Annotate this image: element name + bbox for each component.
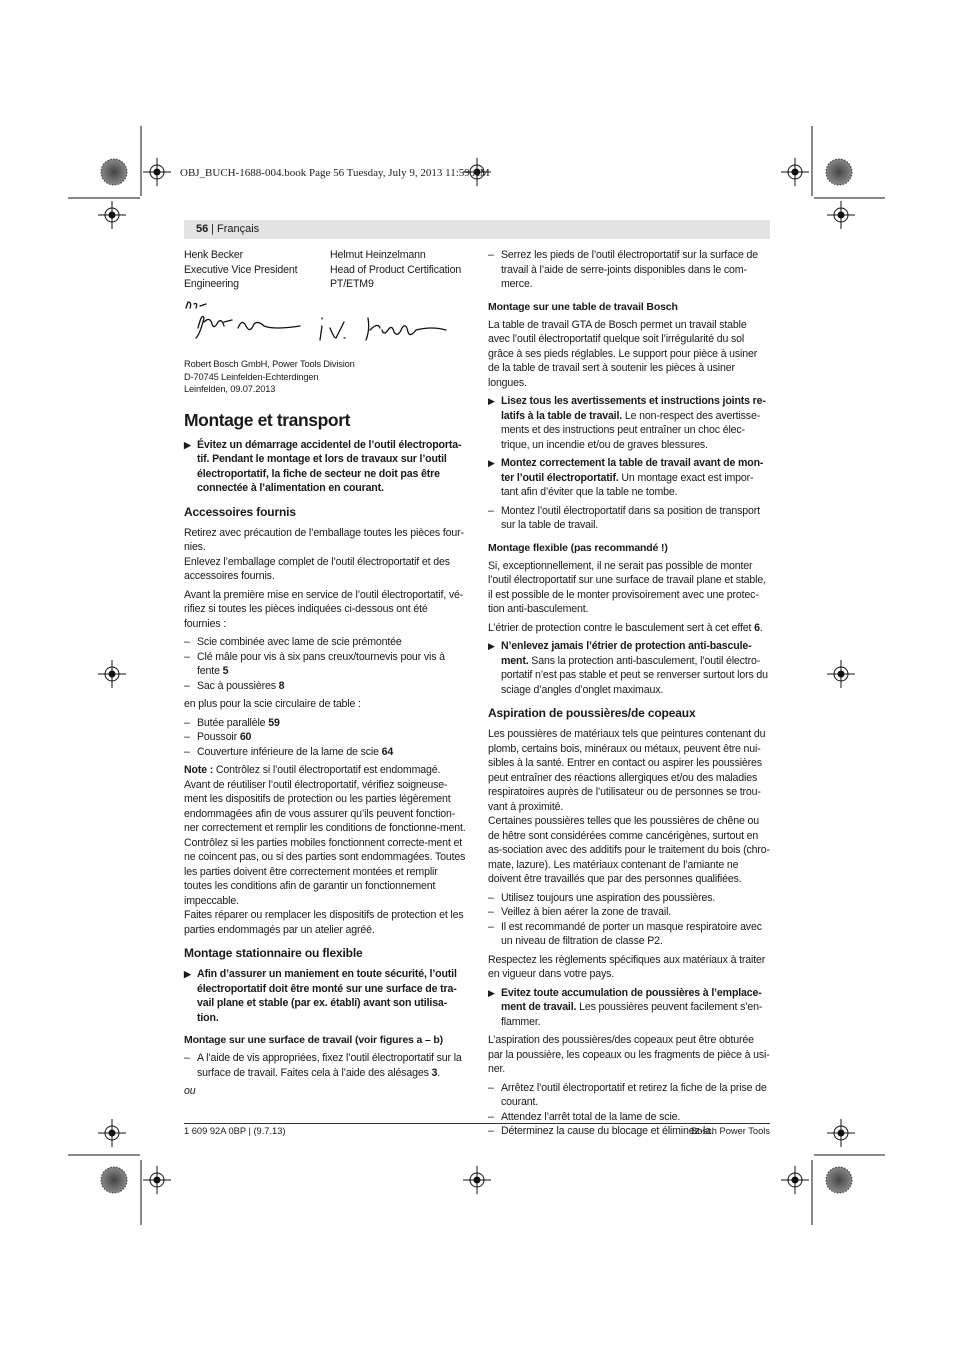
list-item: – Attendez l’arrêt total de la lame de scie. [488, 1110, 681, 1123]
footer-doc-number: 1 609 92A 0BP | (9.7.13) [184, 1126, 286, 1136]
header-separator: | [211, 223, 214, 235]
page-header [184, 220, 770, 239]
print-slug: OBJ_BUCH-1688-004.book Page 56 Tuesday, July 9, 2013 11:59 AM [180, 167, 490, 179]
signatory-left: Henk Becker Executive Vice President Engineering [184, 249, 298, 290]
handwritten-signatures [184, 300, 466, 350]
paragraph: Certaines poussières telles que les poussières de chêne ou de hêtre sont considérées comme cancérigènes, surtout en as-sociation avec des additifs pour le traitement du bois (chro-mate, lazure). Les matériaux contenant de l’amiante ne doivent être travaillés que par des personnes qualifiées. [488, 815, 770, 885]
list-item: – Veillez à bien aérer la zone de travail. [488, 906, 672, 918]
warning-arrow-icon: ▶ [488, 641, 495, 651]
list-item: – A l’aide de vis appropriées, fixez l’outil électroportatif sur la surface de travail. Faites cela à l’aide des alésages 3. [184, 1052, 462, 1079]
warning-arrow-icon: ▶ [488, 396, 495, 406]
paragraph: Faites réparer ou remplacer les dispositifs de protection et les parties endommagés par un atelier agréé. [184, 909, 464, 936]
paragraph: L’aspiration des poussières/des copeaux peut être obturée par la poussière, les copeaux ou les fragments de pièce à usi-ner. [488, 1034, 770, 1075]
page-number: 56 [196, 223, 209, 235]
language-label: Français [217, 223, 260, 235]
list-item: – Montez l’outil électroportatif dans sa position de transport sur la table de travail. [488, 504, 760, 531]
heading-flexible: Montage flexible (pas recommandé !) [488, 541, 668, 554]
heading-stationnaire: Montage stationnaire ou flexible [184, 946, 363, 960]
list-item: – Poussoir 60 [184, 731, 252, 743]
list-item: – Il est recommandé de porter un masque respiratoire avec un niveau de filtration de classe P2. [488, 920, 762, 947]
paragraph: La table de travail GTA de Bosch permet un travail stable avec l’outil électroportatif quelque soit l’irrégularité du sol grâce à ses pieds réglables. Le support pour pièce à usiner de la table de travail sert à soutenir les pièces à usiner longues. [488, 318, 758, 389]
warning-item: ▶ Montez correctement la table de travail avant de mon-ter l’outil électroportatif. Un montage exact est impor-tant afin d’éviter que la table ne tombe. [488, 457, 764, 498]
heading-accessoires: Accessoires fournis [184, 504, 296, 519]
paragraph: Les poussières de matériaux tels que peintures contenant du plomb, certains bois, minéraux ou métaux, peuvent être nui-sibles à la santé. Entrer en contact ou aspirer les poussières peut entraîner des réactions allergiques et/ou des maladies respiratoires auprès de l’utilisateur ou de personnes se trou-vant à proximité. [488, 728, 766, 813]
warning-item: ▶ Lisez tous les avertissements et instructions joints re-latifs à la table de travail. Le non-respect des avertisse-ments et des instructions peut entraîner un choc élec-trique, un incendie et/ou de graves blessures. [488, 395, 766, 451]
paragraph: Avant la première mise en service de l’outil électroportatif, vé-rifiez si toutes les pièces indiquées ci-dessous ont été fournies : [184, 588, 464, 630]
heading-aspiration: Aspiration de poussières/de copeaux [488, 706, 696, 720]
list-item: – Sac à poussières 8 [184, 679, 285, 692]
section-title: Montage et transport [184, 409, 351, 430]
list-item: – Arrêtez l’outil électroportatif et retirez la fiche de la prise de courant. [488, 1081, 767, 1108]
list-item: – Serrez les pieds de l’outil électroportatif sur la surface de travail à l’aide de serre-joints disponibles dans le com-merce. [488, 249, 759, 290]
warning-arrow-icon: ▶ [184, 969, 191, 979]
paragraph: Si, exceptionnellement, il ne serait pas possible de monter l’outil électroportatif sur une surface de travail plane et stable, il est possible de le monter provisoirement avec une protec-tion anti-basculement. [488, 559, 766, 615]
list-item: – Butée parallèle 59 [184, 716, 280, 729]
note-paragraph: Note : Contrôlez si l’outil électroportatif est endommagé. Avant de réutiliser l’outil électroportatif, vérifiez soigneuse-ment les dispositifs de protection ou les parties légèrement endommagées afin de vous assurer qu’ils peuvent fonction-ner correctement et remplir les conditions de fonctionne-ment. Contrôlez si les parties mobiles fonctionnent correcte-ment et ne coincent pas, ou si des parties sont endommagées. Toutes les parties doivent être correctement montées et remplir toutes les conditions afin de garantir un fonctionnement impeccable. [184, 764, 466, 907]
paragraph: Respectez les règlements spécifiques aux matériaux à traiter en vigueur dans votre pays. [488, 953, 766, 980]
heading-table: Montage sur une table de travail Bosch [488, 300, 678, 313]
footer-divider [184, 1123, 770, 1124]
list-item: – Utilisez toujours une aspiration des poussières. [488, 891, 716, 904]
signatory-right: Helmut Heinzelmann Head of Product Certification PT/ETM9 [330, 249, 462, 290]
list-item: – Clé mâle pour vis à six pans creux/tournevis pour vis à fente 5 [184, 650, 445, 677]
company-address: Robert Bosch GmbH, Power Tools Division D-70745 Leinfelden-Echterdingen Leinfelden, 09.07.2013 [184, 359, 355, 394]
heading-surface: Montage sur une surface de travail (voir figures a – b) [184, 1034, 443, 1046]
paragraph: en plus pour la scie circulaire de table : [184, 698, 361, 710]
right-column [488, 248, 770, 1139]
warning-item: ▶ Afin d’assurer un maniement en toute sécurité, l’outil électroportatif doit être monté sur une surface de tra-vail plane et stable (par ex. établi) avant son utilisa-tion. [184, 968, 457, 1024]
signatories [184, 248, 466, 292]
warning-arrow-icon: ▶ [184, 439, 191, 450]
warning-arrow-icon: ▶ [488, 458, 495, 468]
list-item: – Scie combinée avec lame de scie prémontée [184, 636, 402, 648]
paragraph: Enlevez l’emballage complet de l’outil électroportatif et des accessoires fournis. [184, 555, 450, 582]
left-column [184, 248, 466, 1099]
list-item: – Déterminez la cause du blocage et éliminez-la. [488, 1125, 714, 1137]
paragraph-ou: ou [184, 1085, 196, 1097]
warning-item: ▶ Evitez toute accumulation de poussières à l’emplace-ment de travail. Les poussières peuvent facilement s’en-flammer. [488, 986, 763, 1028]
warning-arrow-icon: ▶ [488, 987, 495, 998]
warning-item: ▶ Évitez un démarrage accidentel de l’outil électroporta-tif. Pendant le montage et lors de travaux sur l’outil électroportatif, la fiche de secteur ne doit pas être connectée à l’alimentation en courant. [184, 438, 462, 494]
paragraph: L’étrier de protection contre le basculement sert à cet effet 6. [488, 621, 763, 634]
list-item: – Couverture inférieure de la lame de scie 64 [184, 745, 394, 758]
warning-item: ▶ N’enlevez jamais l’étrier de protection anti-bascule-ment. Sans la protection anti-basculement, l’outil électro-portatif n’est pas stable et peut se renverser surtout lors du sciage d’angles d’onglet maximaux. [488, 640, 768, 696]
footer-brand: Bosch Power Tools [691, 1126, 770, 1136]
paragraph: Retirez avec précaution de l’emballage toutes les pièces four-nies. [184, 526, 464, 553]
